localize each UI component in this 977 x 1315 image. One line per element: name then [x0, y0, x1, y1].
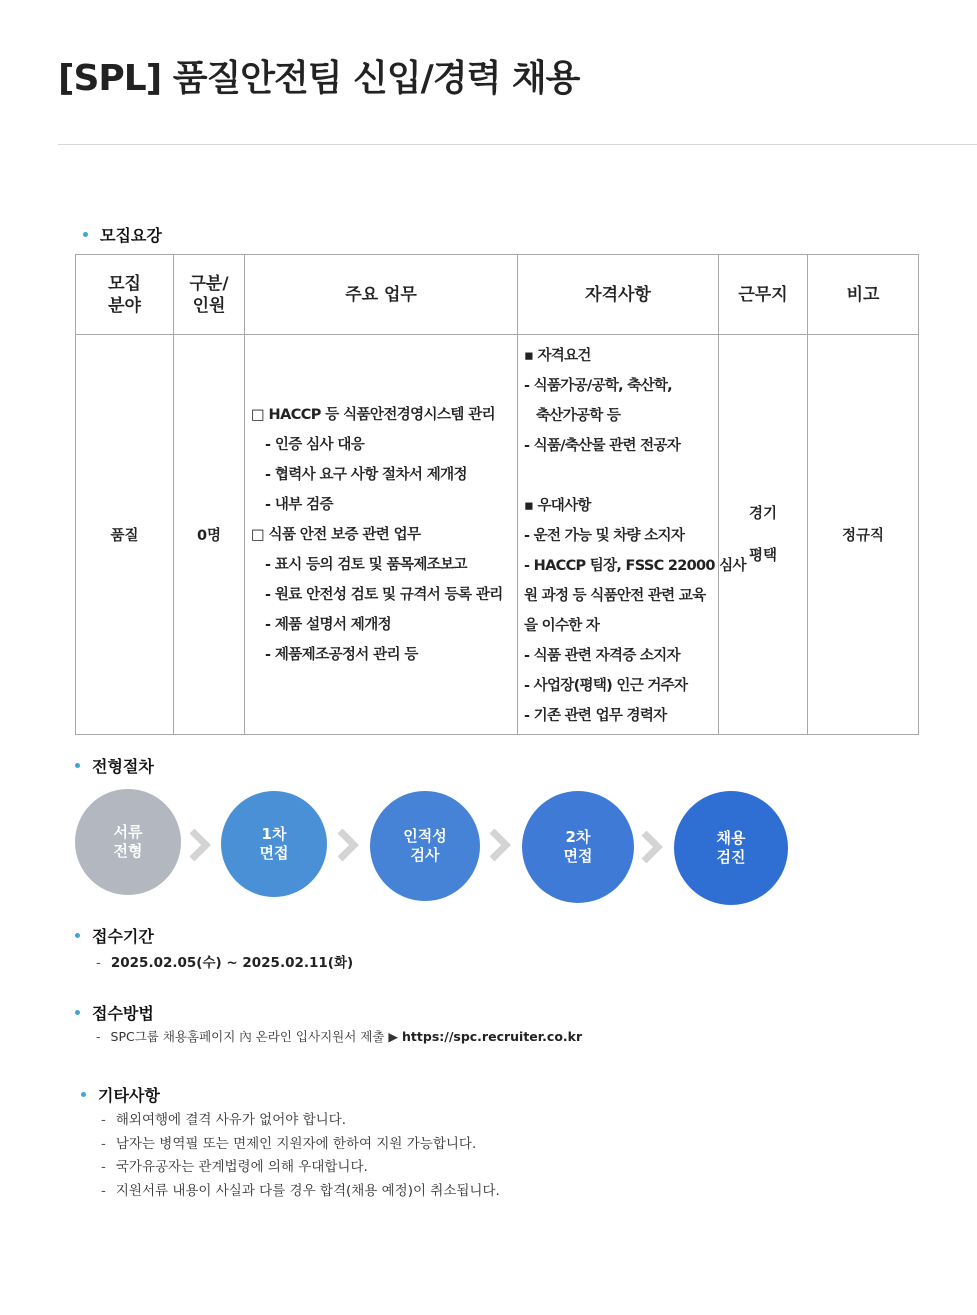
recruit-site-link[interactable]: https://spc.recruiter.co.kr [402, 1029, 583, 1044]
step-second-interview: 2차 면접 [522, 791, 634, 903]
section-title: 접수방법 [92, 1004, 154, 1023]
etc-item: - 지원서류 내용이 사실과 다를 경우 합격(채용 예정)이 취소됩니다. [101, 1183, 500, 1199]
chevron-right-icon [337, 829, 359, 861]
etc-item: - 남자는 병역필 또는 면제인 지원자에 한하여 지원 가능합니다. [101, 1136, 477, 1152]
title-divider [58, 144, 977, 145]
period-text: 2025.02.05(수) ~ 2025.02.11(화) [110, 955, 354, 971]
qual-required-title: ▪ 자격요건 [524, 348, 591, 364]
etc-item: - 국가유공자는 관계법령에 의해 우대합니다. [101, 1159, 368, 1175]
table-row [76, 335, 919, 735]
section-title: 접수기간 [92, 927, 154, 946]
duty-item: - 제품 설명서 제개정 [265, 616, 392, 633]
qual-item: 축산가공학 등 [536, 408, 621, 424]
header-duties: 주요 업무 [245, 255, 518, 335]
header-qualifications: 자격사항 [518, 255, 719, 335]
bullet-icon [81, 1092, 86, 1097]
section-title: 모집요강 [100, 226, 162, 245]
cell-field: 품질 [76, 335, 174, 735]
period-line: - 2025.02.05(수) ~ 2025.02.11(화) [96, 955, 354, 971]
section-method [75, 1001, 154, 1024]
section-title: 기타사항 [98, 1086, 160, 1105]
qual-preferred-title: ▪ 우대사항 [524, 498, 591, 514]
step-first-interview: 1차 면접 [221, 791, 327, 897]
duty-item: □ HACCP 등 식품안전경영시스템 관리 [251, 406, 496, 423]
cell-location: 경기 평택 [719, 335, 808, 735]
bullet-icon [75, 933, 80, 938]
duty-item: - 인증 심사 대응 [265, 436, 365, 453]
bullet-icon [75, 763, 80, 768]
recruit-table [75, 254, 919, 735]
section-recruit-summary [83, 223, 162, 246]
qual-item: - 식품 관련 자격증 소지자 [524, 648, 680, 664]
qual-item: 원 과정 등 식품안전 관련 교육 [524, 588, 706, 604]
header-location: 근무지 [719, 255, 808, 335]
spacer [524, 461, 718, 491]
header-type: 구분/ 인원 [174, 255, 245, 335]
duty-item: □ 식품 안전 보증 관련 업무 [251, 526, 421, 543]
page-title: [SPL] 품질안전팀 신입/경력 채용 [58, 58, 580, 99]
section-title: 전형절차 [92, 757, 154, 776]
duty-item: - 표시 등의 검토 및 품목제조보고 [265, 556, 467, 573]
header-note: 비고 [808, 255, 919, 335]
process-flow [75, 789, 815, 905]
step-health-check: 채용 검진 [674, 791, 788, 905]
step-aptitude-test: 인적성 검사 [370, 791, 480, 901]
section-process [75, 754, 154, 777]
qual-item: - 운전 가능 및 차량 소지자 [524, 528, 685, 544]
cell-note: 정규직 [808, 335, 919, 735]
step-document-screening: 서류 전형 [75, 789, 181, 895]
chevron-right-icon [189, 829, 211, 861]
qual-item: - 식품/축산물 관련 전공자 [524, 438, 681, 454]
qual-item: - 식품가공/공학, 축산학, [524, 378, 672, 394]
cell-qualifications [518, 335, 746, 735]
bullet-icon [83, 232, 88, 237]
duty-item: - 원료 안전성 검토 및 규격서 등록 관리 [265, 586, 503, 603]
cell-duties [245, 335, 518, 735]
table-header-row [76, 255, 919, 335]
etc-item: - 해외여행에 결격 사유가 없어야 합니다. [101, 1112, 346, 1128]
duty-item: - 내부 검증 [265, 496, 333, 513]
qual-item: - HACCP 팀장, FSSC 22000 심사 [524, 558, 746, 574]
qual-item: - 사업장(평택) 인근 거주자 [524, 678, 688, 694]
bullet-icon [75, 1010, 80, 1015]
duty-item: - 협력사 요구 사항 절차서 제개정 [265, 466, 467, 483]
section-period [75, 924, 154, 947]
chevron-right-icon [641, 831, 663, 863]
header-field: 모집 분야 [76, 255, 174, 335]
method-line: - SPC그룹 채용홈페이지 內 온라인 입사지원서 제출 ▶ https://spc.recruiter.co.kr [96, 1029, 583, 1044]
qual-item: 을 이수한 자 [524, 618, 600, 634]
method-text: SPC그룹 채용홈페이지 內 온라인 입사지원서 제출 ▶ [110, 1029, 399, 1044]
section-etc [81, 1083, 160, 1106]
qual-item: - 기존 관련 업무 경력자 [524, 708, 667, 724]
duty-item: - 제품제조공정서 관리 등 [265, 646, 418, 663]
cell-headcount: 0명 [174, 335, 245, 735]
chevron-right-icon [489, 829, 511, 861]
